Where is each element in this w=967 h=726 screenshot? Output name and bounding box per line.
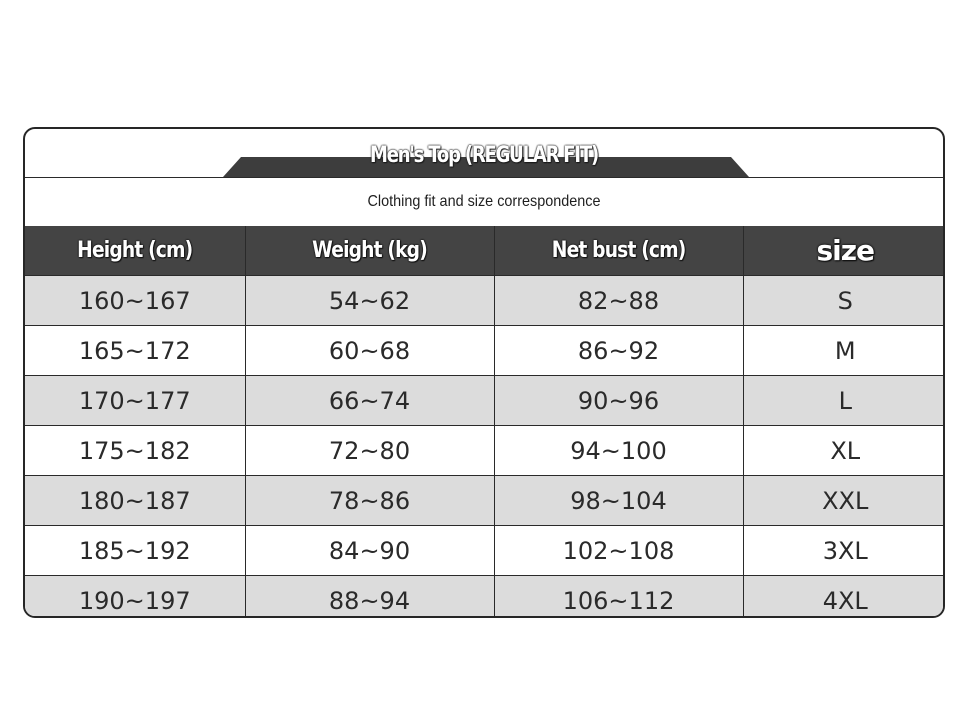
chart-subtitle: Clothing fit and size correspondence <box>367 193 601 210</box>
cell-net-bust: 94~100 <box>494 426 743 476</box>
cell-weight: 54~62 <box>245 276 494 326</box>
cell-height: 175~182 <box>25 426 245 476</box>
cell-net-bust: 102~108 <box>494 526 743 576</box>
cell-size: 4XL <box>743 576 945 619</box>
cell-size: M <box>743 326 945 376</box>
header-row <box>25 226 945 276</box>
cell-size: XL <box>743 426 945 476</box>
cell-size: 3XL <box>743 526 945 576</box>
cell-net-bust: 90~96 <box>494 376 743 426</box>
cell-net-bust: 82~88 <box>494 276 743 326</box>
table-row <box>25 276 945 326</box>
cell-height: 180~187 <box>25 476 245 526</box>
header-height: Height (cm) <box>25 226 245 276</box>
table-row <box>25 526 945 576</box>
table-row <box>25 426 945 476</box>
chart-title: Men's Top (REGULAR FIT) <box>370 143 598 168</box>
header-size: size <box>743 226 945 276</box>
cell-weight: 66~74 <box>245 376 494 426</box>
size-table <box>25 226 945 618</box>
header-weight: Weight (kg) <box>245 226 494 276</box>
cell-size: L <box>743 376 945 426</box>
cell-weight: 88~94 <box>245 576 494 619</box>
cell-size: XXL <box>743 476 945 526</box>
table-row <box>25 376 945 426</box>
cell-weight: 84~90 <box>245 526 494 576</box>
cell-size: S <box>743 276 945 326</box>
table-row <box>25 576 945 619</box>
cell-weight: 78~86 <box>245 476 494 526</box>
cell-net-bust: 106~112 <box>494 576 743 619</box>
cell-height: 190~197 <box>25 576 245 619</box>
cell-height: 185~192 <box>25 526 245 576</box>
cell-height: 165~172 <box>25 326 245 376</box>
size-chart <box>23 127 945 618</box>
table-row <box>25 476 945 526</box>
cell-net-bust: 98~104 <box>494 476 743 526</box>
cell-weight: 60~68 <box>245 326 494 376</box>
cell-weight: 72~80 <box>245 426 494 476</box>
cell-height: 160~167 <box>25 276 245 326</box>
cell-height: 170~177 <box>25 376 245 426</box>
header-net-bust: Net bust (cm) <box>494 226 743 276</box>
title-band <box>25 129 943 178</box>
table-row <box>25 326 945 376</box>
cell-net-bust: 86~92 <box>494 326 743 376</box>
